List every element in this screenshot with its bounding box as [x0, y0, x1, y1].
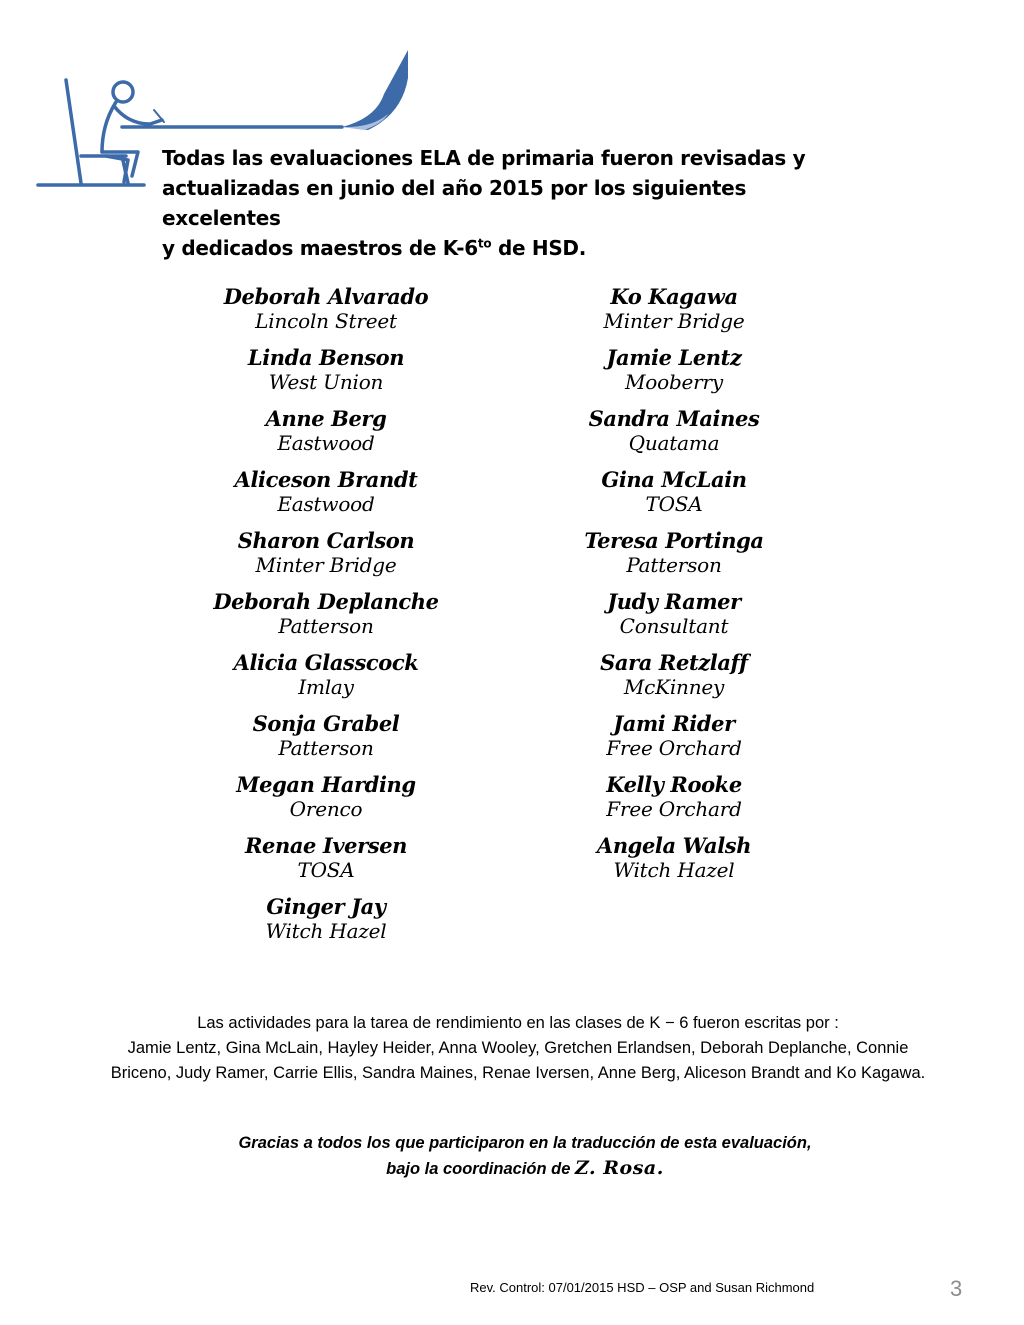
- page-curl-icon: [342, 50, 408, 130]
- activities-credits: [60, 1011, 976, 1086]
- teacher-school: Lincoln Street: [255, 309, 397, 333]
- teacher-name: Deborah Alvarado: [223, 284, 429, 309]
- coordinator-name: Z. Rosa.: [575, 1157, 664, 1179]
- teacher-name: Teresa Portinga: [584, 528, 764, 553]
- activities-line: Jamie Lentz, Gina McLain, Hayley Heider, Anna Wooley, Gretchen Erlandsen, Deborah Deplanche, Connie: [127, 1039, 909, 1057]
- teacher-list-right: [514, 284, 834, 894]
- thanks-text: bajo la coordinación de: [386, 1160, 575, 1178]
- teacher-name: Ginger Jay: [266, 894, 386, 919]
- teacher-entry: [166, 467, 486, 528]
- teacher-name: Gina McLain: [601, 467, 747, 492]
- teacher-school: West Union: [268, 370, 384, 394]
- teacher-school: Quatama: [628, 431, 720, 455]
- teacher-entry: [166, 833, 486, 894]
- teacher-name: Angela Walsh: [596, 833, 752, 858]
- teacher-school: Imlay: [298, 675, 354, 699]
- teacher-name: Alicia Glasscock: [233, 650, 419, 675]
- teacher-school: Consultant: [619, 614, 729, 638]
- teacher-entry: [166, 650, 486, 711]
- intro-text: de HSD.: [491, 236, 587, 260]
- teacher-school: TOSA: [645, 492, 703, 516]
- thanks-line: [120, 1156, 930, 1182]
- teacher-school: Patterson: [626, 553, 722, 577]
- teacher-school: Minter Bridge: [255, 553, 397, 577]
- teacher-entry: [514, 284, 834, 345]
- teacher-entry: [514, 345, 834, 406]
- teacher-school: Eastwood: [277, 492, 375, 516]
- teacher-school: Orenco: [289, 797, 363, 821]
- teacher-school: Mooberry: [624, 370, 724, 394]
- teacher-name: Kelly Rooke: [606, 772, 742, 797]
- teacher-name: Renae Iversen: [244, 833, 408, 858]
- teacher-school: Witch Hazel: [613, 858, 735, 882]
- teacher-name: Megan Harding: [236, 772, 416, 797]
- intro-paragraph: [162, 143, 842, 263]
- thanks-line: Gracias a todos los que participaron en la traducción de esta evaluación,: [238, 1134, 812, 1152]
- teacher-entry: [514, 406, 834, 467]
- intro-text: y dedicados maestros de K-6: [162, 236, 478, 260]
- teacher-name: Deborah Deplanche: [213, 589, 439, 614]
- teacher-name: Jami Rider: [613, 711, 735, 736]
- teacher-name: Jamie Lentz: [606, 345, 742, 370]
- teacher-entry: [514, 711, 834, 772]
- teacher-school: TOSA: [297, 858, 355, 882]
- teacher-entry: [166, 406, 486, 467]
- intro-line: actualizadas en junio del año 2015 por los siguientes excelentes: [162, 176, 747, 230]
- teacher-school: Patterson: [278, 736, 374, 760]
- teacher-entry: [514, 467, 834, 528]
- teacher-entry: [166, 345, 486, 406]
- teacher-entry: [166, 894, 486, 955]
- teacher-school: Patterson: [278, 614, 374, 638]
- teacher-school: Minter Bridge: [603, 309, 745, 333]
- teacher-school: Free Orchard: [606, 797, 742, 821]
- teacher-name: Ko Kagawa: [610, 284, 738, 309]
- teacher-name: Judy Ramer: [607, 589, 741, 614]
- teacher-name: Linda Benson: [247, 345, 405, 370]
- teacher-school: Witch Hazel: [265, 919, 387, 943]
- page-number: 3: [950, 1276, 963, 1301]
- ordinal-superscript: to: [477, 236, 492, 251]
- teacher-school: McKinney: [623, 675, 725, 699]
- activities-line: Las actividades para la tarea de rendimiento en las clases de K − 6 fueron escritas por :: [197, 1014, 839, 1032]
- translation-thanks: [120, 1131, 930, 1182]
- teacher-entry: [514, 833, 834, 894]
- teacher-entry: [514, 528, 834, 589]
- activities-line: Briceno, Judy Ramer, Carrie Ellis, Sandra Maines, Renae Iversen, Anne Berg, Aliceson Brandt and Ko Kagawa.: [110, 1064, 926, 1082]
- teacher-list-left: [166, 284, 486, 955]
- teacher-entry: [166, 284, 486, 345]
- intro-line: [162, 233, 842, 263]
- teacher-school: Free Orchard: [606, 736, 742, 760]
- teacher-entry: [166, 589, 486, 650]
- teacher-name: Sara Retzlaff: [600, 650, 748, 675]
- revision-control: Rev. Control: 07/01/2015 HSD – OSP and Susan Richmond: [470, 1280, 815, 1295]
- teacher-name: Sharon Carlson: [237, 528, 415, 553]
- teacher-entry: [514, 772, 834, 833]
- teacher-school: Eastwood: [277, 431, 375, 455]
- teacher-entry: [166, 528, 486, 589]
- teacher-entry: [514, 650, 834, 711]
- teacher-name: Sandra Maines: [588, 406, 760, 431]
- teacher-name: Aliceson Brandt: [234, 467, 418, 492]
- intro-line: Todas las evaluaciones ELA de primaria fueron revisadas y: [162, 146, 806, 170]
- teacher-name: Anne Berg: [265, 406, 387, 431]
- teacher-entry: [166, 711, 486, 772]
- teacher-entry: [514, 589, 834, 650]
- teacher-name: Sonja Grabel: [252, 711, 400, 736]
- teacher-entry: [166, 772, 486, 833]
